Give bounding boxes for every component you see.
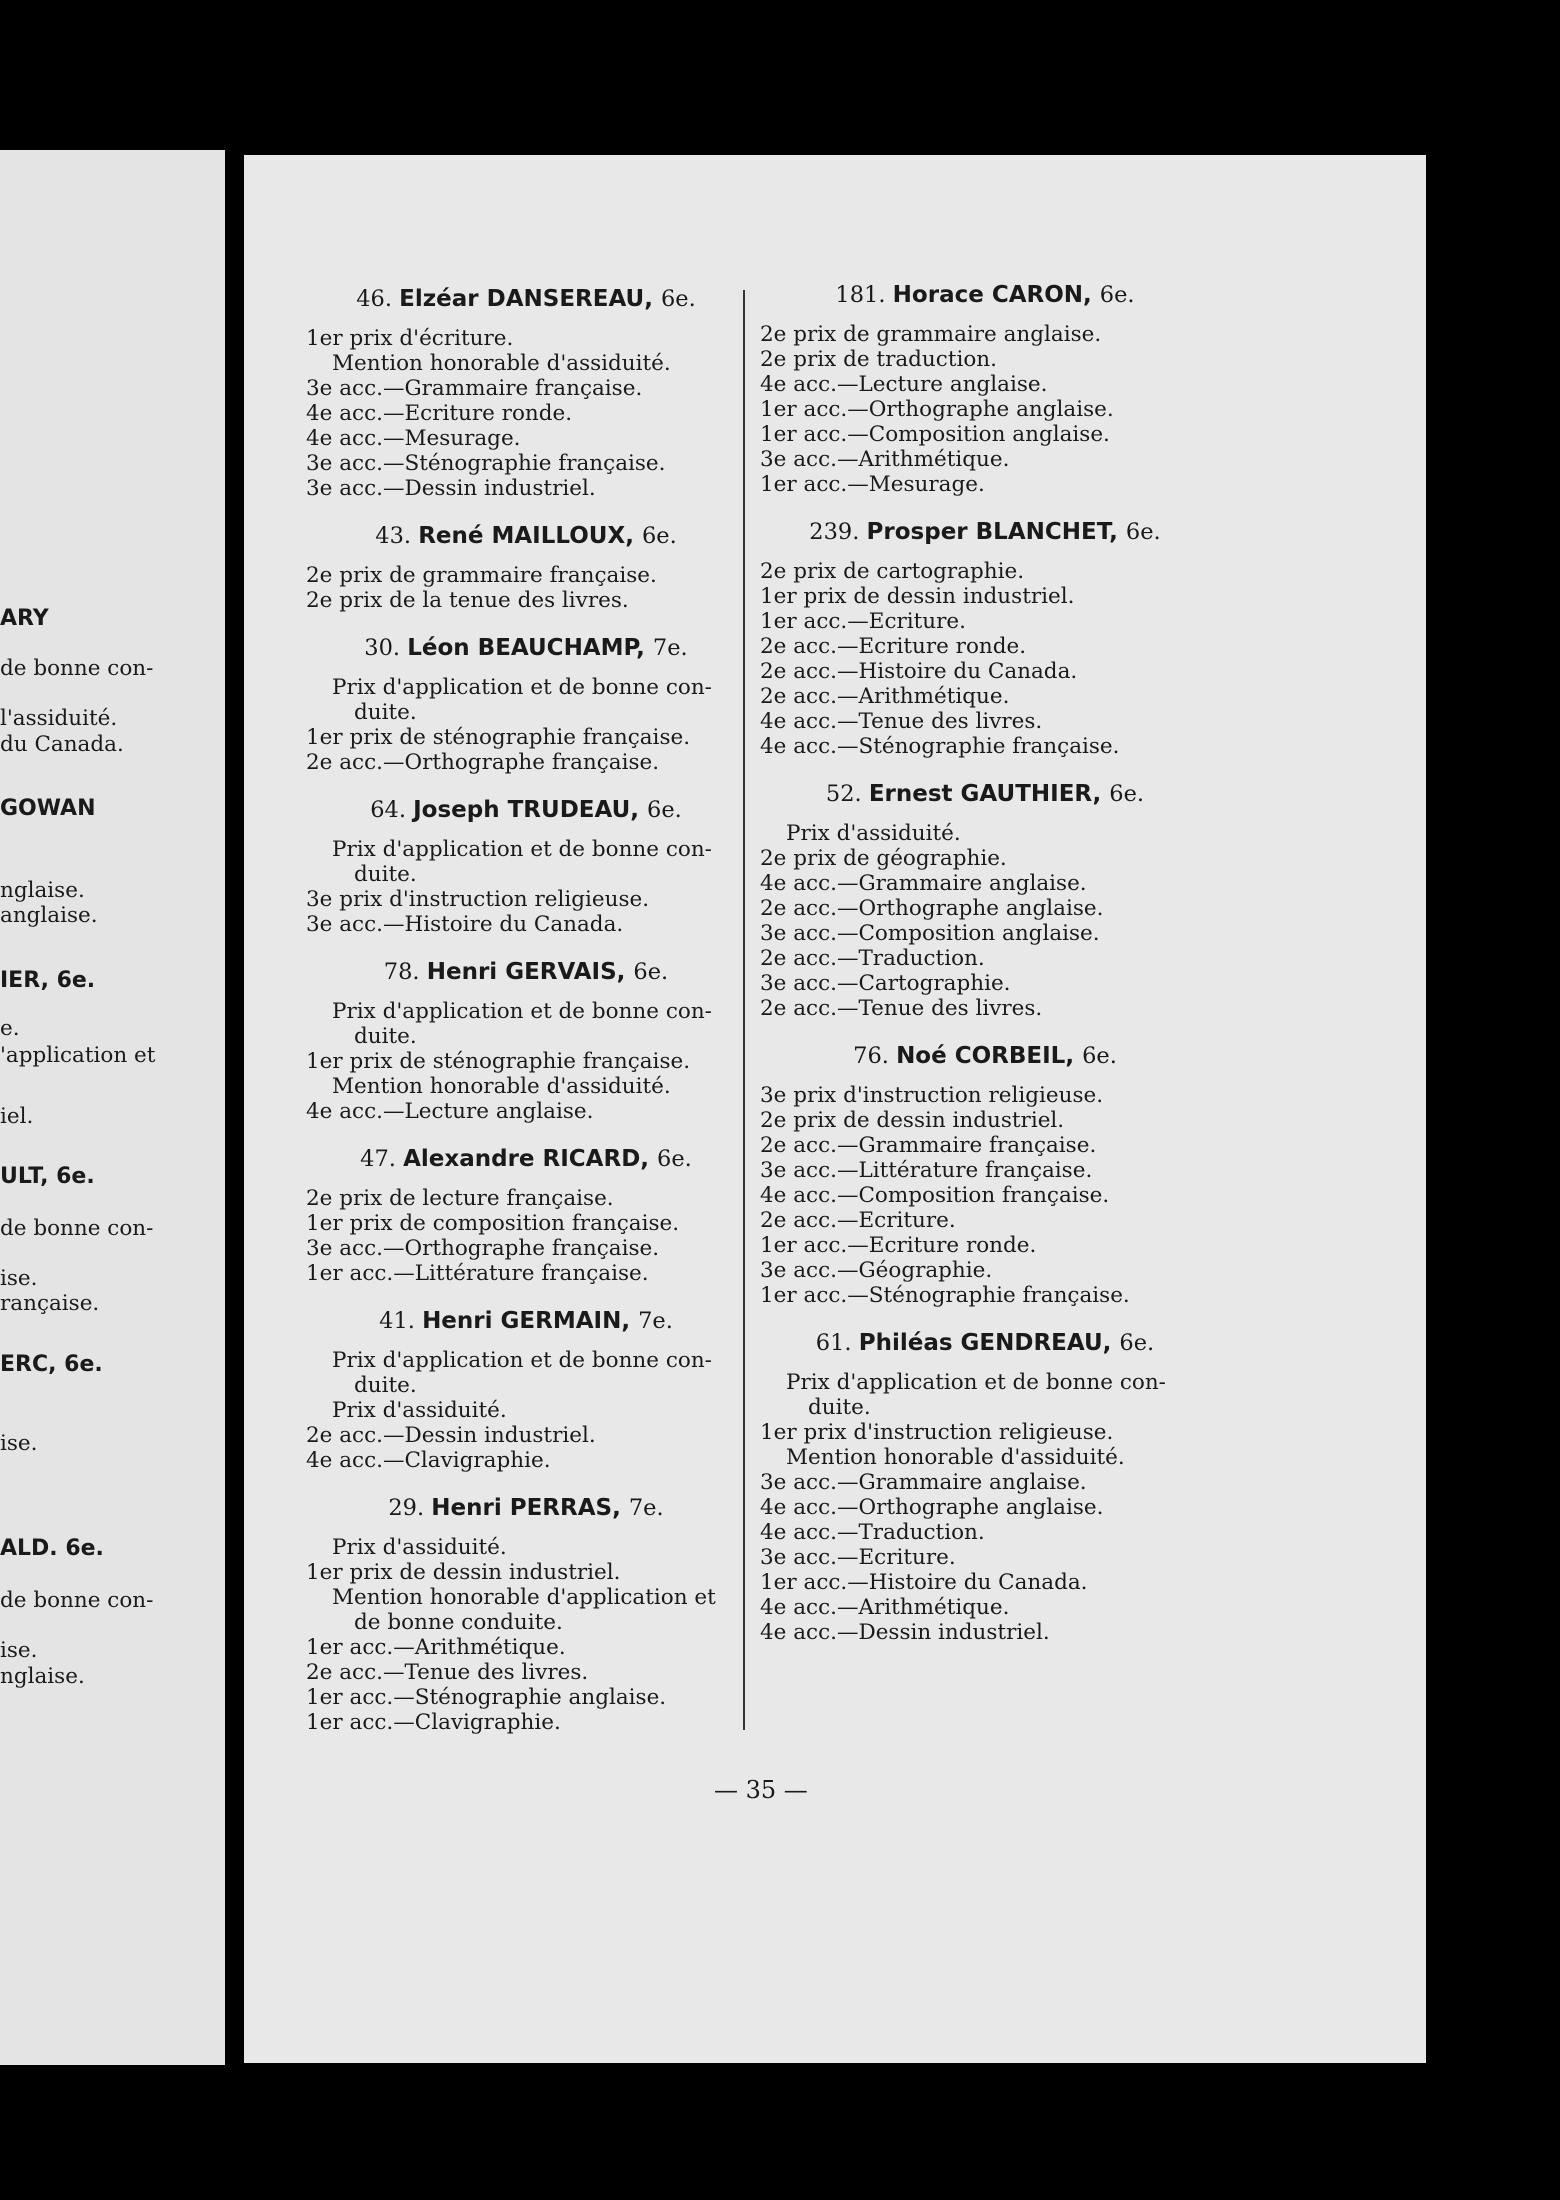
left-page-fragment: de bonne con- bbox=[0, 1216, 154, 1241]
student-heading bbox=[306, 1308, 746, 1334]
student-name: Elzéar DANSEREAU, bbox=[399, 286, 661, 312]
left-page-fragment: ise. bbox=[0, 1266, 38, 1291]
award-line: 3e prix d'instruction religieuse. bbox=[306, 887, 650, 912]
award-line: 1er prix d'écriture. bbox=[306, 326, 514, 351]
award-line: Prix d'application et de bonne con- bbox=[332, 837, 712, 862]
award-line: 2e acc.—Ecriture ronde. bbox=[760, 634, 1027, 659]
award-line: 3e acc.—Géographie. bbox=[760, 1258, 993, 1283]
student-name: Noé CORBEIL, bbox=[896, 1043, 1083, 1069]
column-right bbox=[760, 282, 1210, 1667]
student-grade: 6e. bbox=[633, 959, 669, 985]
award-line: Mention honorable d'assiduité. bbox=[332, 351, 671, 376]
award-line: 2e acc.—Orthographe anglaise. bbox=[760, 896, 1104, 921]
student-name: Ernest GAUTHIER, bbox=[868, 781, 1110, 807]
award-entry bbox=[306, 1495, 746, 1735]
award-line: 1er prix de dessin industriel. bbox=[760, 584, 1075, 609]
award-entry bbox=[306, 1146, 746, 1286]
award-line: Prix d'assiduité. bbox=[786, 821, 961, 846]
student-number: 61. bbox=[815, 1330, 859, 1356]
page-number: — 35 — bbox=[714, 1776, 808, 1804]
award-line: 1er prix de dessin industriel. bbox=[306, 1560, 621, 1585]
award-line: 1er acc.—Histoire du Canada. bbox=[760, 1570, 1088, 1595]
student-number: 43. bbox=[375, 523, 419, 549]
student-grade: 6e. bbox=[1109, 781, 1145, 807]
student-number: 239. bbox=[809, 519, 867, 545]
left-page-fragment: l'assiduité. bbox=[0, 706, 118, 731]
award-line: Prix d'assiduité. bbox=[332, 1535, 507, 1560]
award-line: 1er prix de composition française. bbox=[306, 1211, 680, 1236]
award-entry bbox=[760, 282, 1210, 497]
student-name: Henri GERMAIN, bbox=[422, 1308, 639, 1334]
award-line: 2e prix de géographie. bbox=[760, 846, 1007, 871]
award-line: 1er acc.—Sténographie française. bbox=[760, 1283, 1130, 1308]
student-grade: 6e. bbox=[660, 286, 696, 312]
award-line: 3e acc.—Cartographie. bbox=[760, 971, 1011, 996]
award-line: duite. bbox=[354, 1373, 417, 1398]
student-name: Joseph TRUDEAU, bbox=[413, 797, 648, 823]
left-page-fragment: ALD. 6e. bbox=[0, 1536, 104, 1561]
award-line: duite. bbox=[354, 700, 417, 725]
award-entry bbox=[760, 519, 1210, 759]
award-entry bbox=[306, 635, 746, 775]
award-line: 3e acc.—Ecriture. bbox=[760, 1545, 956, 1570]
award-entry bbox=[760, 781, 1210, 1021]
award-line: 3e acc.—Littérature française. bbox=[760, 1158, 1093, 1183]
left-page-edge bbox=[0, 150, 225, 2065]
award-line: 3e acc.—Dessin industriel. bbox=[306, 476, 596, 501]
award-line: 1er acc.—Composition anglaise. bbox=[760, 422, 1110, 447]
award-entry bbox=[306, 1308, 746, 1473]
award-line: Mention honorable d'application et bbox=[332, 1585, 716, 1610]
award-line: 3e acc.—Arithmétique. bbox=[760, 447, 1010, 472]
student-grade: 6e. bbox=[1119, 1330, 1155, 1356]
student-grade: 6e. bbox=[1099, 282, 1135, 308]
student-grade: 6e. bbox=[1125, 519, 1161, 545]
left-page-fragment: ARY bbox=[0, 606, 49, 631]
student-number: 46. bbox=[356, 286, 400, 312]
award-line: 4e acc.—Sténographie française. bbox=[760, 734, 1120, 759]
student-heading bbox=[306, 635, 746, 661]
student-name: Prosper BLANCHET, bbox=[866, 519, 1126, 545]
left-page-fragment: ULT, 6e. bbox=[0, 1164, 95, 1189]
award-line: 4e acc.—Mesurage. bbox=[306, 426, 521, 451]
student-heading bbox=[760, 519, 1210, 545]
award-line: Prix d'application et de bonne con- bbox=[332, 1348, 712, 1373]
award-line: 2e prix de lecture française. bbox=[306, 1186, 614, 1211]
award-line: de bonne conduite. bbox=[354, 1610, 563, 1635]
student-heading bbox=[306, 1495, 746, 1521]
student-number: 29. bbox=[388, 1495, 432, 1521]
award-line: 1er acc.—Ecriture ronde. bbox=[760, 1233, 1037, 1258]
student-heading bbox=[760, 1043, 1210, 1069]
award-entry bbox=[306, 959, 746, 1124]
left-page-fragment: de bonne con- bbox=[0, 1588, 154, 1613]
left-page-fragment: ise. bbox=[0, 1638, 38, 1663]
award-line: 2e prix de grammaire anglaise. bbox=[760, 322, 1102, 347]
award-line: 1er acc.—Ecriture. bbox=[760, 609, 966, 634]
left-page-fragment: IER, 6e. bbox=[0, 968, 96, 993]
award-line: 2e acc.—Tenue des livres. bbox=[760, 996, 1043, 1021]
left-page-fragment: du Canada. bbox=[0, 732, 124, 757]
award-line: 2e prix de grammaire française. bbox=[306, 563, 657, 588]
award-line: 4e acc.—Composition française. bbox=[760, 1183, 1110, 1208]
award-line: 4e acc.—Lecture anglaise. bbox=[760, 372, 1048, 397]
award-line: 1er acc.—Sténographie anglaise. bbox=[306, 1685, 667, 1710]
student-heading bbox=[306, 797, 746, 823]
student-heading bbox=[760, 282, 1210, 308]
student-heading bbox=[306, 523, 746, 549]
student-number: 47. bbox=[360, 1146, 404, 1172]
award-line: Prix d'application et de bonne con- bbox=[786, 1370, 1166, 1395]
award-line: Prix d'application et de bonne con- bbox=[332, 999, 712, 1024]
left-page-fragment: e. bbox=[0, 1016, 20, 1041]
award-line: 2e acc.—Tenue des livres. bbox=[306, 1660, 589, 1685]
column-left bbox=[306, 286, 746, 1757]
award-line: 2e prix de traduction. bbox=[760, 347, 997, 372]
award-line: 3e acc.—Grammaire française. bbox=[306, 376, 643, 401]
student-name: Alexandre RICARD, bbox=[403, 1146, 658, 1172]
student-grade: 6e. bbox=[1082, 1043, 1117, 1069]
award-line: Mention honorable d'assiduité. bbox=[786, 1445, 1125, 1470]
student-name: Léon BEAUCHAMP, bbox=[407, 635, 653, 661]
award-entry bbox=[306, 523, 746, 613]
award-line: 4e acc.—Lecture anglaise. bbox=[306, 1099, 594, 1124]
award-line: 2e acc.—Orthographe française. bbox=[306, 750, 660, 775]
left-page-fragment: nglaise. bbox=[0, 878, 85, 903]
student-name: Henri PERRAS, bbox=[431, 1495, 629, 1521]
student-number: 41. bbox=[379, 1308, 423, 1334]
award-line: 2e acc.—Grammaire française. bbox=[760, 1133, 1097, 1158]
award-line: Prix d'assiduité. bbox=[332, 1398, 507, 1423]
student-number: 64. bbox=[370, 797, 414, 823]
left-page-fragment: 'application et bbox=[0, 1043, 156, 1068]
student-name: Henri GERVAIS, bbox=[426, 959, 634, 985]
student-heading bbox=[306, 286, 746, 312]
student-heading bbox=[306, 1146, 746, 1172]
student-number: 52. bbox=[825, 781, 869, 807]
award-line: 2e prix de dessin industriel. bbox=[760, 1108, 1065, 1133]
student-name: René MAILLOUX, bbox=[418, 523, 642, 549]
award-line: 2e acc.—Histoire du Canada. bbox=[760, 659, 1078, 684]
left-page-fragment: de bonne con- bbox=[0, 656, 154, 681]
award-line: 2e acc.—Ecriture. bbox=[760, 1208, 956, 1233]
award-line: 1er prix de sténographie française. bbox=[306, 725, 691, 750]
left-page-fragment: iel. bbox=[0, 1104, 34, 1129]
award-entry bbox=[306, 286, 746, 501]
student-number: 181. bbox=[835, 282, 893, 308]
award-line: 4e acc.—Grammaire anglaise. bbox=[760, 871, 1087, 896]
award-line: 1er acc.—Arithmétique. bbox=[306, 1635, 566, 1660]
student-name: Philéas GENDREAU, bbox=[858, 1330, 1120, 1356]
award-line: 4e acc.—Ecriture ronde. bbox=[306, 401, 573, 426]
award-entry bbox=[306, 797, 746, 937]
left-page-fragment: nglaise. bbox=[0, 1664, 85, 1689]
award-line: 4e acc.—Dessin industriel. bbox=[760, 1620, 1050, 1645]
award-line: 3e prix d'instruction religieuse. bbox=[760, 1083, 1104, 1108]
student-grade: 6e. bbox=[647, 797, 682, 823]
award-line: 1er acc.—Clavigraphie. bbox=[306, 1710, 561, 1735]
award-line: 1er prix de sténographie française. bbox=[306, 1049, 691, 1074]
award-line: 1er acc.—Littérature française. bbox=[306, 1261, 649, 1286]
left-page-fragment: GOWAN bbox=[0, 796, 96, 821]
award-line: 1er acc.—Mesurage. bbox=[760, 472, 985, 497]
student-grade: 7e. bbox=[638, 1308, 673, 1334]
award-line: 4e acc.—Orthographe anglaise. bbox=[760, 1495, 1104, 1520]
student-heading bbox=[760, 781, 1210, 807]
left-page-fragment: ise. bbox=[0, 1431, 38, 1456]
award-line: Prix d'application et de bonne con- bbox=[332, 675, 712, 700]
award-line: 4e acc.—Tenue des livres. bbox=[760, 709, 1043, 734]
award-line: Mention honorable d'assiduité. bbox=[332, 1074, 671, 1099]
award-line: 2e acc.—Arithmétique. bbox=[760, 684, 1010, 709]
award-line: 4e acc.—Traduction. bbox=[760, 1520, 985, 1545]
award-line: 2e prix de la tenue des livres. bbox=[306, 588, 629, 613]
student-grade: 6e. bbox=[657, 1146, 692, 1172]
award-line: 2e acc.—Traduction. bbox=[760, 946, 985, 971]
left-page-fragment: rançaise. bbox=[0, 1291, 100, 1316]
award-entry bbox=[760, 1043, 1210, 1308]
award-line: 4e acc.—Clavigraphie. bbox=[306, 1448, 551, 1473]
left-page-fragment: ERC, 6e. bbox=[0, 1352, 103, 1377]
award-line: 1er acc.—Orthographe anglaise. bbox=[760, 397, 1114, 422]
award-line: 3e acc.—Orthographe française. bbox=[306, 1236, 660, 1261]
award-line: 1er prix d'instruction religieuse. bbox=[760, 1420, 1114, 1445]
award-line: 3e acc.—Composition anglaise. bbox=[760, 921, 1100, 946]
award-line: duite. bbox=[808, 1395, 871, 1420]
student-grade: 7e. bbox=[628, 1495, 664, 1521]
student-grade: 7e. bbox=[652, 635, 688, 661]
student-grade: 6e. bbox=[641, 523, 677, 549]
left-page-fragment: anglaise. bbox=[0, 903, 98, 928]
student-number: 78. bbox=[383, 959, 427, 985]
award-line: duite. bbox=[354, 862, 417, 887]
student-number: 76. bbox=[853, 1043, 897, 1069]
student-name: Horace CARON, bbox=[892, 282, 1100, 308]
award-line: 2e acc.—Dessin industriel. bbox=[306, 1423, 596, 1448]
award-entry bbox=[760, 1330, 1210, 1645]
award-line: 3e acc.—Histoire du Canada. bbox=[306, 912, 624, 937]
student-number: 30. bbox=[364, 635, 408, 661]
award-line: 3e acc.—Sténographie française. bbox=[306, 451, 666, 476]
student-heading bbox=[306, 959, 746, 985]
award-line: duite. bbox=[354, 1024, 417, 1049]
award-line: 4e acc.—Arithmétique. bbox=[760, 1595, 1010, 1620]
award-line: 3e acc.—Grammaire anglaise. bbox=[760, 1470, 1087, 1495]
award-line: 2e prix de cartographie. bbox=[760, 559, 1025, 584]
student-heading bbox=[760, 1330, 1210, 1356]
